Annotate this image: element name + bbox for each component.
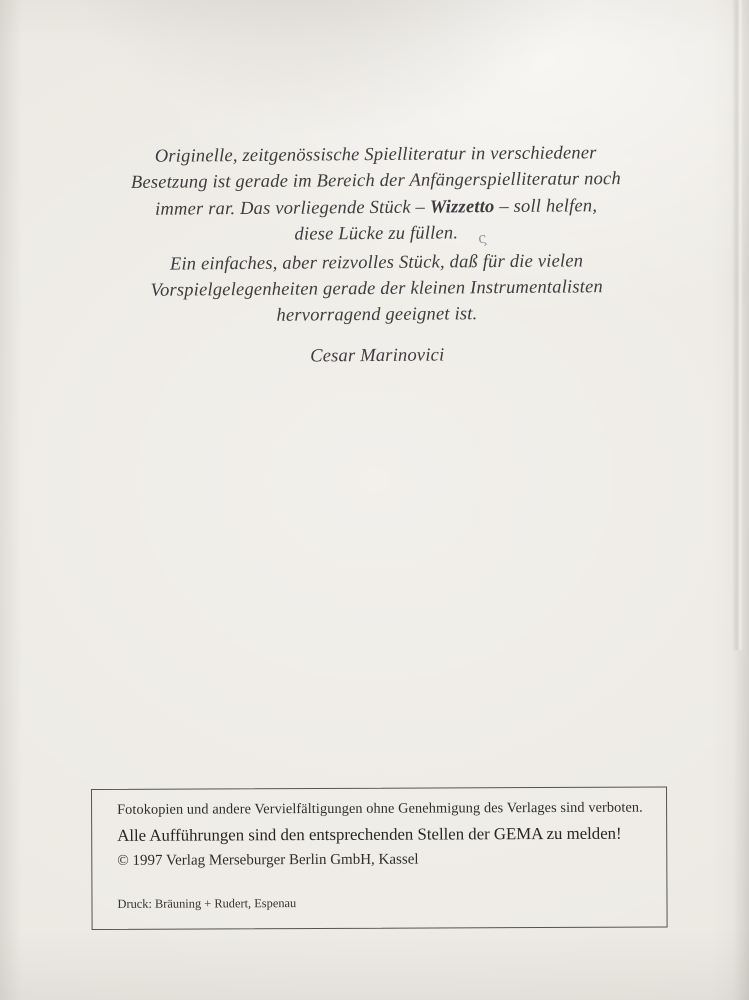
photocopy-notice-line: Fotokopien und andere Vervielfältigungen ohne Genehmigung des Verlages sind verboten. — [117, 799, 643, 818]
page-content — [0, 0, 749, 372]
preface-line: Ein einfaches, aber reizvolles Stück, daß für die vielen — [169, 250, 584, 275]
preface-line: Originelle, zeitgenössische Spielliteratur in verschiedener — [154, 143, 597, 167]
gema-notice-line: Alle Aufführungen sind den entsprechenden Stellen der GEMA zu melden! — [117, 823, 622, 845]
handwritten-s-mark: ς — [476, 228, 488, 248]
author-name: Cesar Marinovici — [310, 345, 445, 367]
preface-line: Besetzung ist gerade im Bereich der Anfängerspielliteratur noch — [130, 169, 621, 194]
copyright-line: © 1997 Verlag Merseburger Berlin GmbH, Kassel — [117, 851, 419, 869]
preface-line: Vorspielgelegenheiten gerade der kleinen Instrumentalisten — [150, 277, 604, 301]
printer-line: Druck: Bräuning + Rudert, Espenau — [117, 896, 297, 911]
preface-line-segment: – soll helfen, — [494, 196, 598, 217]
imprint-box — [91, 786, 668, 930]
preface-line-segment: immer rar. Das vorliegende Stück – — [155, 197, 430, 220]
preface-paragraph-2 — [46, 247, 707, 331]
preface-line: hervorragend geeignet ist. — [276, 304, 478, 327]
preface-line: diese Lücke zu füllen. — [294, 223, 459, 245]
preface-paragraph-1 — [46, 139, 707, 250]
preface-text — [46, 139, 708, 371]
title-word-wizzetto: Wizzetto — [429, 196, 495, 218]
